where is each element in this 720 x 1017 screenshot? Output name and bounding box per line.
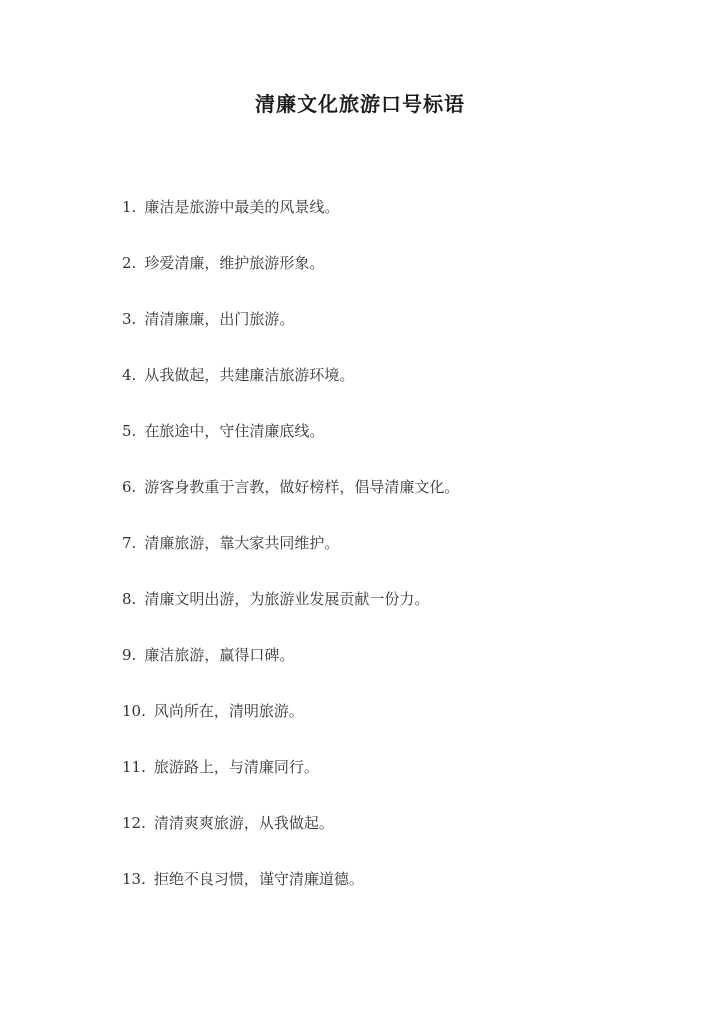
list-item [122, 812, 682, 868]
item-text: 从我做起，共建廉洁旅游环境。 [144, 366, 355, 384]
list-item [122, 588, 682, 644]
item-number: 7. [122, 534, 137, 552]
item-text: 旅游路上，与清廉同行。 [153, 758, 319, 776]
item-text: 珍爱清廉，维护旅游形象。 [144, 254, 325, 272]
item-text: 风尚所在，清明旅游。 [153, 702, 304, 720]
list-item [122, 476, 682, 532]
item-number: 13. [122, 870, 146, 888]
item-number: 2. [122, 254, 137, 272]
item-text: 清廉旅游，靠大家共同维护。 [144, 534, 340, 552]
item-number: 3. [122, 310, 137, 328]
item-number: 1. [122, 198, 137, 216]
list-item [122, 644, 682, 700]
slogan-list [122, 196, 682, 924]
list-item [122, 756, 682, 812]
item-text: 清廉文明出游，为旅游业发展贡献一份力。 [144, 590, 430, 608]
item-number: 4. [122, 366, 137, 384]
item-text: 在旅途中，守住清廉底线。 [144, 422, 325, 440]
item-text: 游客身教重于言教，做好榜样，倡导清廉文化。 [144, 478, 460, 496]
list-item [122, 532, 682, 588]
list-item [122, 308, 682, 364]
item-number: 5. [122, 422, 137, 440]
page-title: 清廉文化旅游口号标语 [255, 92, 465, 116]
item-number: 12. [122, 814, 146, 832]
list-item [122, 700, 682, 756]
item-number: 8. [122, 590, 137, 608]
item-text: 清清爽爽旅游，从我做起。 [153, 814, 334, 832]
item-number: 6. [122, 478, 137, 496]
item-number: 9. [122, 646, 137, 664]
list-item [122, 868, 682, 924]
item-number: 10. [122, 702, 146, 720]
list-item [122, 196, 682, 252]
list-item [122, 420, 682, 476]
list-item [122, 252, 682, 308]
item-number: 11. [122, 758, 146, 776]
item-text: 清清廉廉，出门旅游。 [144, 310, 295, 328]
item-text: 拒绝不良习惯，谨守清廉道德。 [153, 870, 364, 888]
item-text: 廉洁是旅游中最美的风景线。 [144, 198, 340, 216]
list-item [122, 364, 682, 420]
item-text: 廉洁旅游，赢得口碑。 [144, 646, 295, 664]
